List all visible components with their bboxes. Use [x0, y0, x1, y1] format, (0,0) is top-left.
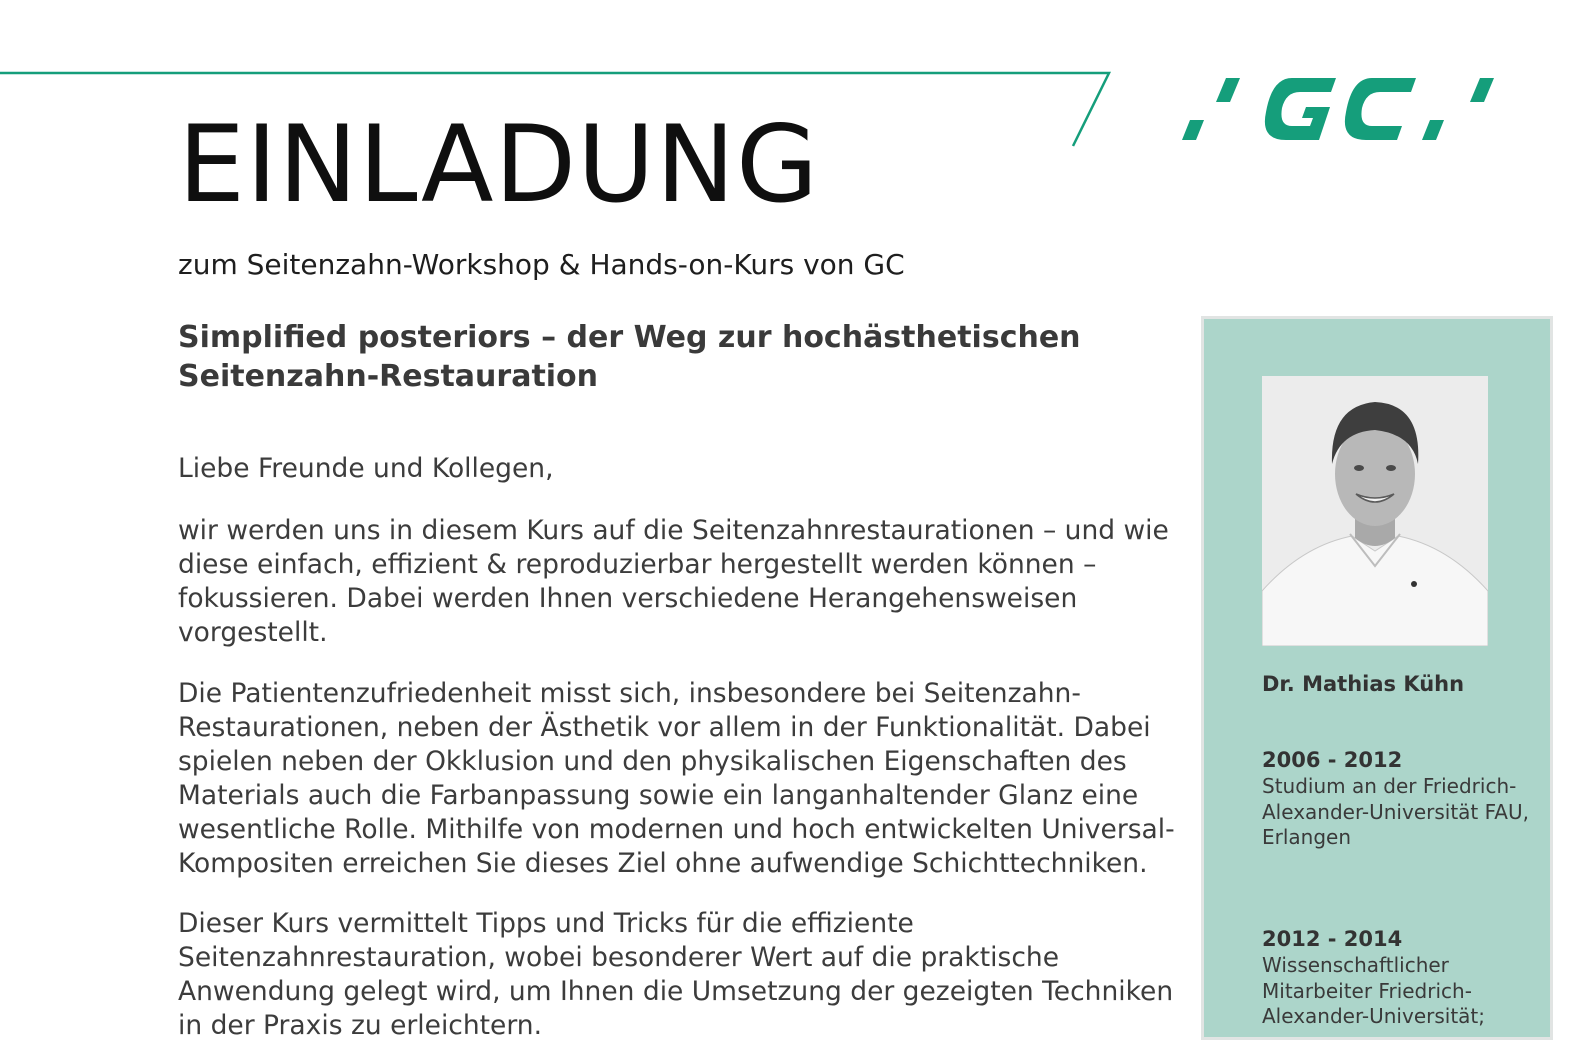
- page-title: EINLADUNG: [178, 103, 820, 226]
- paragraph-tips: Dieser Kurs vermittelt Tipps und Tricks für die effiziente Seitenzahnrestauration, wobei besonderer Wert auf die praktische Anwendung gelegt wird, um Ihnen die Umsetzung der gezeigten Techniken in der Praxis zu erleichtern.: [178, 908, 1174, 1041]
- paragraph-intro: wir werden uns in diesem Kurs auf die Seitenzahnrestaurationen – und wie diese einfach, effizient & reproduzierbar hergestellt werden können – fokussieren. Dabei werden Ihnen verschiedene Herangehensweisen vorgestellt.: [178, 515, 1169, 648]
- course-heading: [178, 318, 1138, 396]
- speaker-name: Dr. Mathias Kühn: [1262, 672, 1465, 696]
- cv-description: Wissenschaftlicher Mitarbeiter Friedrich-Alexander-Universität;: [1262, 953, 1486, 1028]
- paragraph-satisfaction: Die Patientenzufriedenheit misst sich, insbesondere bei Seitenzahn-Restaurationen, neben der Ästhetik vor allem in der Funktionalität. Dabei spielen neben der Okklusion und den physikalischen Eigenschaften des Materials auch die Farbanpassung sowie ein langanhaltender Glanz eine wesentliche Rolle. Mithilfe von modernen und hoch entwickelten Universal-Kompositen erreichen Sie dieses Ziel ohne aufwendige Schichttechniken.: [178, 678, 1175, 879]
- cv-description: Studium an der Friedrich-Alexander-Universität FAU, Erlangen: [1262, 774, 1529, 849]
- cv-period: 2006 - 2012: [1262, 748, 1403, 772]
- page-subtitle: zum Seitenzahn-Workshop & Hands-on-Kurs von GC: [178, 248, 905, 281]
- cv-entry: [1262, 747, 1542, 851]
- speaker-portrait: [1262, 376, 1488, 646]
- course-heading-line-2: Seitenzahn-Restauration: [178, 359, 599, 394]
- course-heading-line-1: Simplified posteriors – der Weg zur hochästhetischen: [178, 320, 1081, 355]
- gc-logo-text: GC: [1180, 70, 1182, 71]
- greeting: Liebe Freunde und Kollegen,: [178, 453, 554, 484]
- gc-logo: [1180, 70, 1500, 150]
- cv-period: 2012 - 2014: [1262, 927, 1403, 951]
- cv-entry: [1262, 926, 1542, 1030]
